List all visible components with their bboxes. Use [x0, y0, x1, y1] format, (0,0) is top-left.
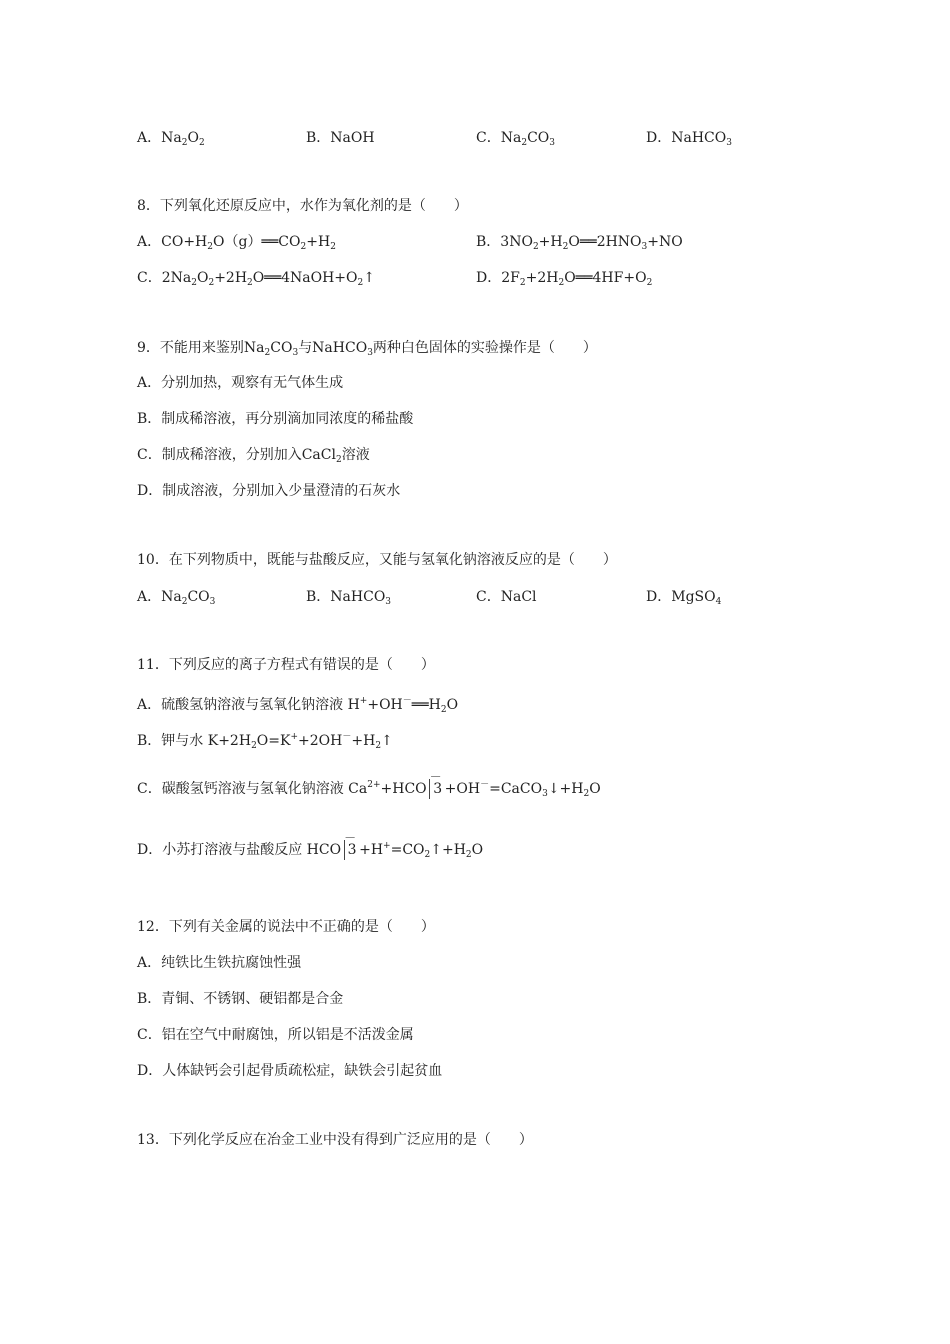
- subscript: 3: [726, 138, 732, 148]
- option-letter: C．: [476, 130, 501, 146]
- q10-option-d[interactable]: [646, 587, 721, 612]
- text-run: CO+H: [161, 234, 208, 250]
- text-run: CO: [187, 589, 210, 605]
- text-run: O══2HNO: [568, 234, 642, 250]
- text-run: Na: [500, 130, 522, 146]
- option-letter: D．: [646, 589, 672, 605]
- subscript: 2: [519, 278, 526, 288]
- text-run: +2OH: [298, 733, 343, 749]
- option-letter: C．: [137, 1027, 162, 1043]
- option-letter: C．: [137, 270, 162, 286]
- subscript: 2: [335, 455, 342, 465]
- text-run: =CaCO: [489, 781, 543, 797]
- subscript: 2: [521, 138, 528, 148]
- subscript: 4: [715, 597, 722, 607]
- text-run: MgSO: [671, 589, 716, 605]
- text-run: O（g）══CO: [213, 234, 301, 250]
- text-run: O: [471, 842, 484, 858]
- q8-option-b[interactable]: [476, 232, 683, 257]
- text-run: O══4HF+O: [564, 270, 647, 286]
- superscript: +: [383, 841, 391, 851]
- option-letter: D．: [646, 130, 672, 146]
- q11-option-a[interactable]: [137, 691, 458, 720]
- q12-option-b[interactable]: [137, 989, 343, 1009]
- q8-stem: 8．下列氧化还原反应中，水作为氧化剂的是（ ）: [137, 198, 468, 214]
- subscript: 2: [251, 741, 257, 751]
- option-letter: A．: [137, 589, 162, 605]
- option-letter: B．: [306, 130, 331, 146]
- option-letter: B．: [476, 234, 501, 250]
- subscript: 3: [641, 242, 648, 252]
- option-letter: D．: [476, 270, 502, 286]
- option-letter: D．: [137, 842, 163, 858]
- subscript: 3: [542, 789, 548, 799]
- text-run: =CO: [390, 842, 425, 858]
- formula-fraction: [341, 831, 359, 860]
- text-run: 分别加热，观察有无气体生成: [161, 375, 344, 391]
- text-run: ══H: [411, 697, 441, 713]
- minus-mark: －: [429, 770, 442, 784]
- text-run: +H: [538, 234, 563, 250]
- superscript: 2+: [367, 780, 381, 790]
- subscript: 2: [207, 242, 213, 252]
- option-letter: B．: [137, 733, 162, 749]
- subscript: 2: [375, 741, 382, 751]
- subscript: 2: [191, 278, 197, 288]
- text-run: 青铜、不锈钢、硬铝都是合金: [161, 991, 344, 1007]
- q11-option-c[interactable]: [137, 770, 601, 804]
- text-run: +H: [306, 234, 331, 250]
- text-run: O: [187, 130, 199, 146]
- q12-stem: 12．下列有关金属的说法中不正确的是（ ）: [137, 919, 435, 935]
- text-run: 2F: [501, 270, 520, 286]
- superscript: +: [359, 696, 368, 706]
- subscript: 2: [646, 278, 653, 288]
- subscript: 2: [583, 789, 590, 799]
- option-letter: C．: [137, 447, 162, 463]
- text-run: 制成溶液，分别加入少量澄清的石灰水: [162, 483, 401, 499]
- q11-option-b[interactable]: [137, 727, 393, 756]
- text-run: 两种白色固体的实验操作是（ ）: [372, 340, 597, 356]
- text-run: O: [446, 697, 459, 713]
- text-run: O══4NaOH+O: [252, 270, 358, 286]
- q11-stem: 11．下列反应的离子方程式有错误的是（ ）: [137, 657, 435, 673]
- q9-option-d[interactable]: [137, 481, 400, 501]
- text-run: CO: [270, 340, 293, 356]
- text-run: 3NO: [500, 234, 533, 250]
- text-run: ↑: [381, 733, 393, 749]
- q10-option-a[interactable]: [137, 587, 215, 612]
- option-letter: A．: [137, 130, 162, 146]
- q8-option-a[interactable]: [137, 232, 336, 257]
- subscript: 2: [198, 138, 205, 148]
- text-run: NaOH: [330, 130, 375, 146]
- subscript: 2: [465, 850, 472, 860]
- superscript: －: [480, 780, 490, 790]
- text-run: 制成稀溶液，分别加入CaCl: [161, 447, 336, 463]
- superscript: +: [290, 732, 299, 742]
- option-letter: A．: [137, 375, 162, 391]
- option-letter: A．: [137, 234, 162, 250]
- subscript: 3: [385, 597, 392, 607]
- subscript: 2: [440, 705, 447, 715]
- subscript: 3: [549, 138, 555, 148]
- q7-option-a[interactable]: [137, 128, 205, 153]
- q12-option-a[interactable]: [137, 953, 301, 973]
- q9-option-a[interactable]: [137, 373, 343, 393]
- text-run: +2H: [214, 270, 248, 286]
- subscript: 2: [181, 138, 188, 148]
- subscript: 2: [424, 850, 431, 860]
- text-run: ↑: [363, 270, 375, 286]
- formula-fraction-digit: 3: [429, 779, 442, 799]
- subscript: 2: [330, 242, 336, 252]
- text-run: +OH: [444, 781, 481, 797]
- subscript: 3: [292, 348, 299, 358]
- text-run: +OH: [367, 697, 403, 713]
- text-run: 2Na: [161, 270, 192, 286]
- q12-option-d[interactable]: [137, 1061, 442, 1081]
- text-run: Na: [161, 589, 182, 605]
- text-run: O: [196, 270, 209, 286]
- text-run: +2H: [525, 270, 559, 286]
- subscript: 2: [300, 242, 307, 252]
- option-letter: D．: [137, 1063, 163, 1079]
- subscript: 2: [264, 348, 271, 358]
- superscript: －: [342, 732, 352, 742]
- subscript: 3: [367, 348, 373, 358]
- text-run: 碳酸氢钙溶液与氢氧化钠溶液 Ca: [161, 781, 368, 797]
- text-run: +NO: [647, 234, 683, 250]
- q13-stem: 13．下列化学反应在冶金工业中没有得到广泛应用的是（ ）: [137, 1132, 533, 1148]
- text-run: Na: [161, 130, 182, 146]
- subscript: 2: [562, 242, 569, 252]
- q8-option-c[interactable]: [137, 268, 375, 293]
- q10-option-b[interactable]: [306, 587, 391, 612]
- text-run: ↑+H: [430, 842, 466, 858]
- q12-option-c[interactable]: [137, 1025, 414, 1045]
- text-run: 钾与水 K+2H: [161, 733, 252, 749]
- formula-fraction-digit: 3: [344, 840, 357, 860]
- text-run: 人体缺钙会引起骨质疏松症，缺铁会引起贫血: [162, 1063, 443, 1079]
- q10-option-c[interactable]: [476, 587, 537, 607]
- q9-stem: [137, 338, 597, 363]
- q7-option-c[interactable]: [476, 128, 555, 153]
- q7-option-d[interactable]: [646, 128, 732, 153]
- text-run: +H: [351, 733, 376, 749]
- minus-mark: －: [344, 831, 357, 845]
- text-run: NaCl: [500, 589, 537, 605]
- text-run: ↓+H: [547, 781, 584, 797]
- text-run: +H: [359, 842, 384, 858]
- text-run: +HCO: [380, 781, 427, 797]
- text-run: 制成稀溶液，再分别滴加同浓度的稀盐酸: [161, 411, 414, 427]
- q9-option-b[interactable]: [137, 409, 413, 429]
- text-run: 9．不能用来鉴别Na: [137, 340, 265, 356]
- text-run: O=K: [256, 733, 291, 749]
- text-run: 硫酸氢钠溶液与氢氧化钠溶液 H: [161, 697, 360, 713]
- text-run: CO: [527, 130, 550, 146]
- option-letter: B．: [137, 411, 162, 427]
- option-letter: B．: [306, 589, 331, 605]
- option-letter: A．: [137, 955, 162, 971]
- subscript: 2: [208, 278, 215, 288]
- text-run: 铝在空气中耐腐蚀，所以铝是不活泼金属: [161, 1027, 414, 1043]
- option-letter: C．: [476, 589, 501, 605]
- q10-stem: 10．在下列物质中，既能与盐酸反应，又能与氢氧化钠溶液反应的是（ ）: [137, 552, 617, 568]
- text-run: 与NaHCO: [298, 340, 368, 356]
- subscript: 2: [181, 597, 188, 607]
- subscript: 2: [247, 278, 253, 288]
- q7-option-b[interactable]: [306, 128, 375, 148]
- subscript: 2: [357, 278, 364, 288]
- text-run: O: [589, 781, 601, 797]
- option-letter: B．: [137, 991, 162, 1007]
- text-run: NaHCO: [330, 589, 386, 605]
- option-letter: D．: [137, 483, 163, 499]
- subscript: 2: [532, 242, 539, 252]
- superscript: －: [402, 696, 412, 706]
- formula-fraction: [427, 770, 445, 799]
- text-run: 纯铁比生铁抗腐蚀性强: [161, 955, 302, 971]
- text-run: NaHCO: [671, 130, 727, 146]
- option-letter: A．: [137, 697, 162, 713]
- q11-option-d[interactable]: [137, 831, 484, 865]
- q9-option-c[interactable]: [137, 445, 370, 470]
- text-run: 小苏打溶液与盐酸反应 HCO: [162, 842, 342, 858]
- subscript: 2: [558, 278, 565, 288]
- subscript: 3: [209, 597, 216, 607]
- option-letter: C．: [137, 781, 162, 797]
- q8-option-d[interactable]: [476, 268, 652, 293]
- text-run: 溶液: [341, 447, 370, 463]
